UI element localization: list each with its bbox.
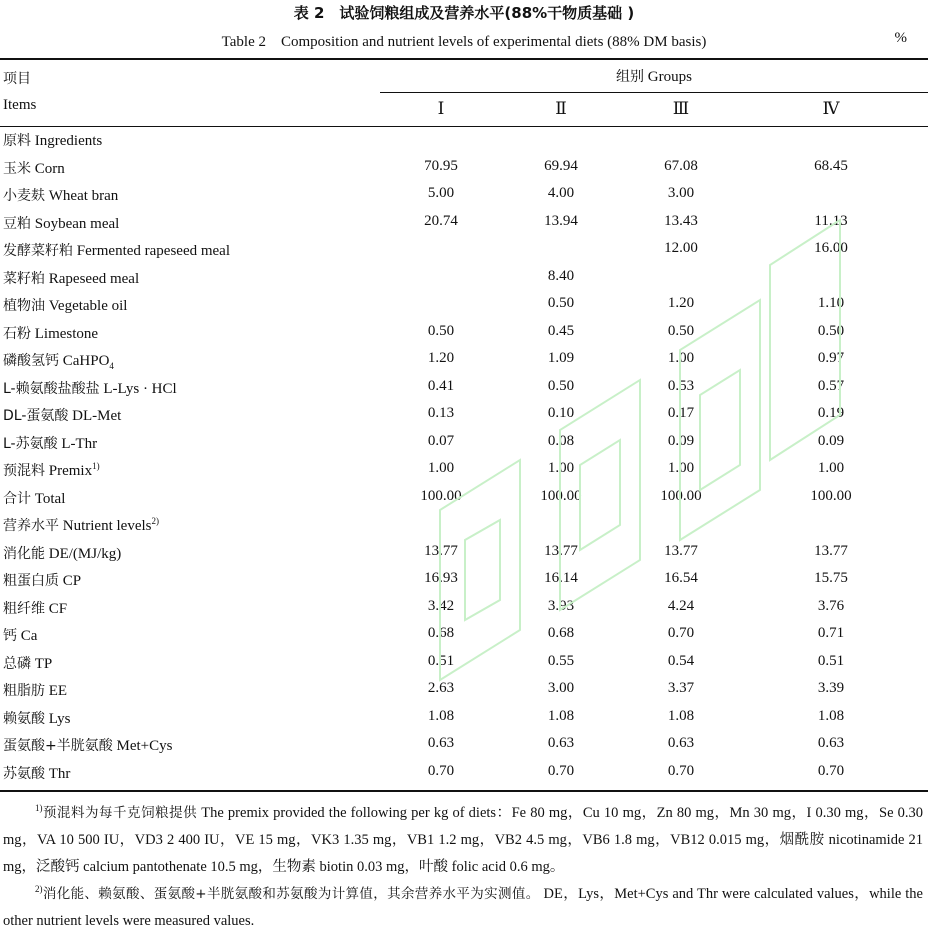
cell-group-1: 0.63	[427, 735, 455, 751]
row-label-footnote-mark: 2)	[151, 516, 159, 526]
table-row	[0, 376, 928, 403]
cell-group-2: 1.08	[547, 707, 575, 724]
table-row	[0, 211, 928, 238]
row-label-en: Met+Cys	[116, 738, 173, 754]
row-label-en: CP	[62, 573, 82, 589]
table-row	[0, 293, 928, 320]
cell-group-3: 0.70	[667, 762, 695, 779]
cell-group-3: 100.00	[660, 487, 702, 504]
cell-group-4: 100.00	[810, 487, 852, 504]
row-label-en: Premix	[48, 463, 93, 479]
cell-group-3: 1.00	[667, 350, 695, 366]
table-row	[0, 541, 928, 568]
group-header-2: Ⅱ	[555, 99, 567, 118]
cell-group-2: 1.00	[547, 460, 575, 476]
cell-group-4: 0.97	[817, 350, 845, 366]
cell-group-4: 68.45	[814, 157, 848, 174]
table-row	[0, 733, 928, 760]
row-label-cn: 玉米	[3, 160, 31, 177]
row-label-en: EE	[48, 683, 68, 699]
row-label-cn: 合计	[3, 490, 31, 507]
row-label-en: Fermented rapeseed meal	[76, 243, 231, 259]
header-groups-en: Groups	[647, 69, 692, 85]
table-row	[0, 513, 928, 540]
table-row	[0, 128, 928, 155]
header-items-en: Items	[3, 97, 37, 113]
row-label-en: CaHPO	[62, 353, 110, 369]
top-rule	[0, 58, 928, 60]
cell-group-3: 13.77	[664, 542, 698, 559]
row-label-cn: 植物油	[3, 298, 45, 314]
table-title-en: Table 2 Composition and nutrient levels of experimental diets (88% DM basis)	[221, 34, 707, 50]
table-row	[0, 596, 928, 623]
row-label-cn: 磷酸氢钙	[3, 353, 59, 369]
table-row	[0, 183, 928, 210]
table-row	[0, 651, 928, 678]
cell-group-2: 8.40	[547, 267, 575, 284]
row-label-cn: L-苏氨酸	[3, 435, 58, 452]
row-label-cn: 豆粕	[3, 215, 31, 232]
row-label	[3, 570, 81, 590]
table-row	[0, 706, 928, 733]
cell-group-3: 0.17	[667, 405, 695, 421]
row-label-en: Ca	[20, 628, 38, 644]
row-label-cn: 粗脂肪	[3, 683, 45, 699]
row-label-en: Limestone	[34, 325, 99, 342]
row-label	[3, 763, 70, 783]
row-label	[3, 488, 65, 508]
cell-group-2: 3.93	[547, 597, 575, 614]
cell-group-2: 3.00	[547, 680, 575, 696]
row-label-en: Rapeseed meal	[48, 270, 140, 287]
row-label	[3, 515, 159, 535]
cell-group-3: 1.08	[667, 707, 695, 724]
cell-group-4: 3.76	[817, 597, 845, 614]
cell-group-3: 0.63	[667, 735, 695, 751]
row-label	[3, 433, 97, 453]
row-label-cn: 营养水平	[3, 518, 59, 534]
cell-group-2: 69.94	[544, 157, 578, 174]
cell-group-3: 12.00	[664, 240, 698, 256]
row-label	[3, 598, 67, 618]
cell-group-2: 13.94	[544, 212, 578, 229]
cell-group-3: 3.37	[667, 680, 695, 696]
row-label	[3, 213, 119, 233]
row-label	[3, 268, 139, 288]
row-label-en: L-Lys · HCl	[103, 380, 177, 397]
cell-group-3: 67.08	[664, 157, 698, 174]
row-label-cn: 粗蛋白质	[3, 573, 59, 589]
row-label-cn: 小麦麸	[3, 188, 45, 204]
cell-group-1: 0.50	[427, 322, 455, 339]
row-label-cn: 发酵菜籽粕	[3, 243, 73, 259]
cell-group-4: 1.00	[817, 460, 845, 476]
groups-rule	[380, 92, 928, 93]
header-groups	[380, 66, 928, 86]
row-label-cn: 钙	[3, 628, 17, 644]
cell-group-4: 0.19	[817, 405, 845, 421]
cell-group-3: 13.43	[664, 212, 698, 229]
cell-group-1: 1.20	[427, 350, 455, 366]
table-row	[0, 403, 928, 430]
cell-group-1: 100.00	[420, 487, 462, 504]
cell-group-2: 13.77	[544, 542, 578, 559]
cell-group-2: 0.55	[547, 652, 575, 669]
table-row	[0, 623, 928, 650]
row-label	[3, 405, 121, 425]
row-label-cn: 菜籽粕	[3, 270, 45, 287]
cell-group-1: 0.51	[427, 652, 455, 669]
cell-group-1: 1.00	[427, 460, 455, 476]
footnote-1-text: The premix provided the following per kg of diets：Fe 80 mg，Cu 10 mg，Zn 80 mg，Mn 30 mg，I 0.30 mg，Se 0.30 mg，VA 10 500 IU，VD3 2 400 IU，VE 15 mg，VK3 1.35 mg，VB1 1.2 mg，VB2 4.5 mg，VB6 1.8 mg，VB12 0.015 mg，烟酰胺 nicotinamide 21 mg，泛酸钙 calcium pantothenate 10.5 mg，生物素 biotin 0.03 mg，叶酸 folic acid 0.6 mg。	[3, 804, 924, 875]
footnote-2	[3, 876, 923, 935]
table-row	[0, 238, 928, 265]
header-rule	[0, 126, 928, 127]
row-label	[3, 708, 70, 728]
cell-group-3: 0.50	[667, 322, 695, 339]
row-label	[3, 625, 37, 645]
cell-group-1: 13.77	[424, 542, 458, 559]
cell-group-2: 16.14	[544, 570, 578, 586]
footnote-1-mark: 1)	[35, 803, 43, 813]
cell-group-3: 0.54	[667, 652, 695, 669]
table-title-cn: 表 2 试验饲粮组成及营养水平(88%干物质基础 )	[293, 4, 635, 22]
group-header-3: Ⅲ	[672, 99, 690, 118]
row-label-en: Lys	[48, 710, 71, 727]
row-label	[3, 378, 177, 398]
cell-group-4: 13.77	[814, 542, 848, 559]
cell-group-4: 0.70	[817, 762, 845, 779]
row-label	[3, 543, 121, 563]
table-row	[0, 321, 928, 348]
row-label-footnote-mark: 1)	[92, 461, 100, 471]
table-row	[0, 486, 928, 513]
row-label-en: Vegetable oil	[48, 298, 128, 314]
cell-group-2: 0.70	[547, 762, 575, 779]
row-label-cn: 消化能	[3, 545, 45, 562]
table-row	[0, 761, 928, 788]
group-header-1: Ⅰ	[437, 99, 445, 118]
cell-group-4: 1.08	[817, 707, 845, 724]
cell-group-1: 0.70	[427, 762, 455, 779]
row-label-en: DE/(MJ/kg)	[48, 545, 122, 562]
cell-group-4: 0.57	[817, 377, 845, 394]
row-label-subscript: 4	[109, 361, 114, 371]
row-label-cn: 蛋氨酸+半胱氨酸	[3, 738, 113, 754]
footnote-2-text: DE，Lys，Met+Cys and Thr were calculated values，while the other nutrient levels were measured values.	[3, 885, 923, 929]
cell-group-4: 0.63	[817, 735, 845, 751]
table-row	[0, 678, 928, 705]
bottom-rule	[0, 790, 928, 792]
cell-group-2: 0.50	[547, 295, 575, 311]
footnote-1	[3, 795, 923, 881]
cell-group-2: 0.68	[547, 625, 575, 641]
header-items-cn: 项目	[3, 71, 31, 87]
row-label-en: Soybean meal	[34, 215, 120, 232]
row-label-en: Total	[34, 490, 66, 507]
row-label	[3, 158, 65, 178]
table-row	[0, 458, 928, 485]
row-label-cn: 赖氨酸	[3, 710, 45, 727]
cell-group-3: 1.20	[667, 295, 695, 311]
cell-group-4: 0.50	[817, 322, 845, 339]
row-label	[3, 653, 52, 673]
row-label-en: Wheat bran	[48, 188, 119, 204]
unit-label: %	[894, 30, 907, 46]
cell-group-1: 16.93	[424, 570, 458, 586]
cell-group-2: 0.50	[547, 377, 575, 394]
table-row	[0, 266, 928, 293]
cell-group-3: 4.24	[667, 597, 695, 614]
row-label-en: CF	[48, 600, 68, 617]
row-label-en: Corn	[34, 160, 65, 177]
row-label	[3, 350, 114, 371]
row-label-cn: 总磷	[3, 655, 31, 672]
cell-group-1: 0.13	[427, 405, 455, 421]
cell-group-4: 0.51	[817, 652, 845, 669]
row-label	[3, 240, 230, 260]
table-row	[0, 431, 928, 458]
cell-group-1: 0.07	[427, 432, 455, 449]
row-label-en: Nutrient levels	[62, 518, 152, 534]
table-row	[0, 156, 928, 183]
footnote-1-cn: 预混料为每千克饲粮提供	[42, 804, 198, 821]
cell-group-4: 15.75	[814, 570, 848, 586]
cell-group-2: 0.10	[547, 405, 575, 421]
row-label-cn: 粗纤维	[3, 600, 45, 617]
cell-group-1: 70.95	[424, 157, 458, 174]
cell-group-1: 0.68	[427, 625, 455, 641]
row-label-cn: 预混料	[3, 463, 45, 479]
table-row	[0, 568, 928, 595]
cell-group-4: 0.71	[817, 625, 845, 641]
header-groups-cn: 组别	[616, 69, 645, 85]
cell-group-4: 1.10	[817, 295, 845, 311]
row-label-cn: DL-蛋氨酸	[3, 408, 69, 424]
cell-group-4: 16.00	[814, 240, 848, 256]
footnote-2-cn: 消化能、赖氨酸、蛋氨酸+半胱氨酸和苏氨酸为计算值，其余营养水平为实测值。	[42, 885, 540, 902]
cell-group-1: 3.42	[427, 597, 455, 614]
cell-group-2: 0.63	[547, 735, 575, 751]
cell-group-4: 11.13	[814, 212, 848, 229]
row-label-en: Ingredients	[34, 133, 103, 149]
cell-group-1: 5.00	[427, 185, 455, 201]
row-label-en: DL-Met	[72, 408, 122, 424]
cell-group-3: 0.53	[667, 377, 695, 394]
cell-group-3: 3.00	[667, 185, 695, 201]
row-label-cn: 原料	[3, 133, 31, 149]
group-header-4: Ⅳ	[822, 99, 840, 118]
row-label	[3, 680, 67, 700]
cell-group-3: 0.09	[667, 432, 695, 449]
row-label	[3, 323, 98, 343]
cell-group-2: 0.08	[547, 432, 575, 449]
cell-group-2: 1.09	[547, 350, 575, 366]
row-label-cn: 苏氨酸	[3, 765, 45, 782]
row-label-en: L-Thr	[61, 435, 98, 452]
row-label	[3, 460, 100, 480]
cell-group-1: 20.74	[424, 212, 458, 229]
cell-group-2: 0.45	[547, 322, 575, 339]
row-label-cn: 石粉	[3, 325, 31, 342]
cell-group-2: 100.00	[540, 487, 582, 504]
cell-group-3: 1.00	[667, 460, 695, 476]
cell-group-2: 4.00	[547, 185, 575, 201]
footnote-2-mark: 2)	[35, 884, 43, 894]
row-label-cn: L-赖氨酸盐酸盐	[3, 380, 100, 397]
row-label-en: TP	[34, 655, 53, 672]
cell-group-3: 0.70	[667, 625, 695, 641]
row-label	[3, 735, 172, 755]
row-label	[3, 295, 127, 315]
row-label	[3, 130, 102, 150]
cell-group-1: 0.41	[427, 377, 455, 394]
cell-group-4: 3.39	[817, 680, 845, 696]
row-label-en: Thr	[48, 765, 71, 782]
cell-group-4: 0.09	[817, 432, 845, 449]
cell-group-1: 1.08	[427, 707, 455, 724]
row-label	[3, 185, 118, 205]
cell-group-1: 2.63	[427, 680, 455, 696]
cell-group-3: 16.54	[664, 570, 698, 586]
table-row	[0, 348, 928, 375]
